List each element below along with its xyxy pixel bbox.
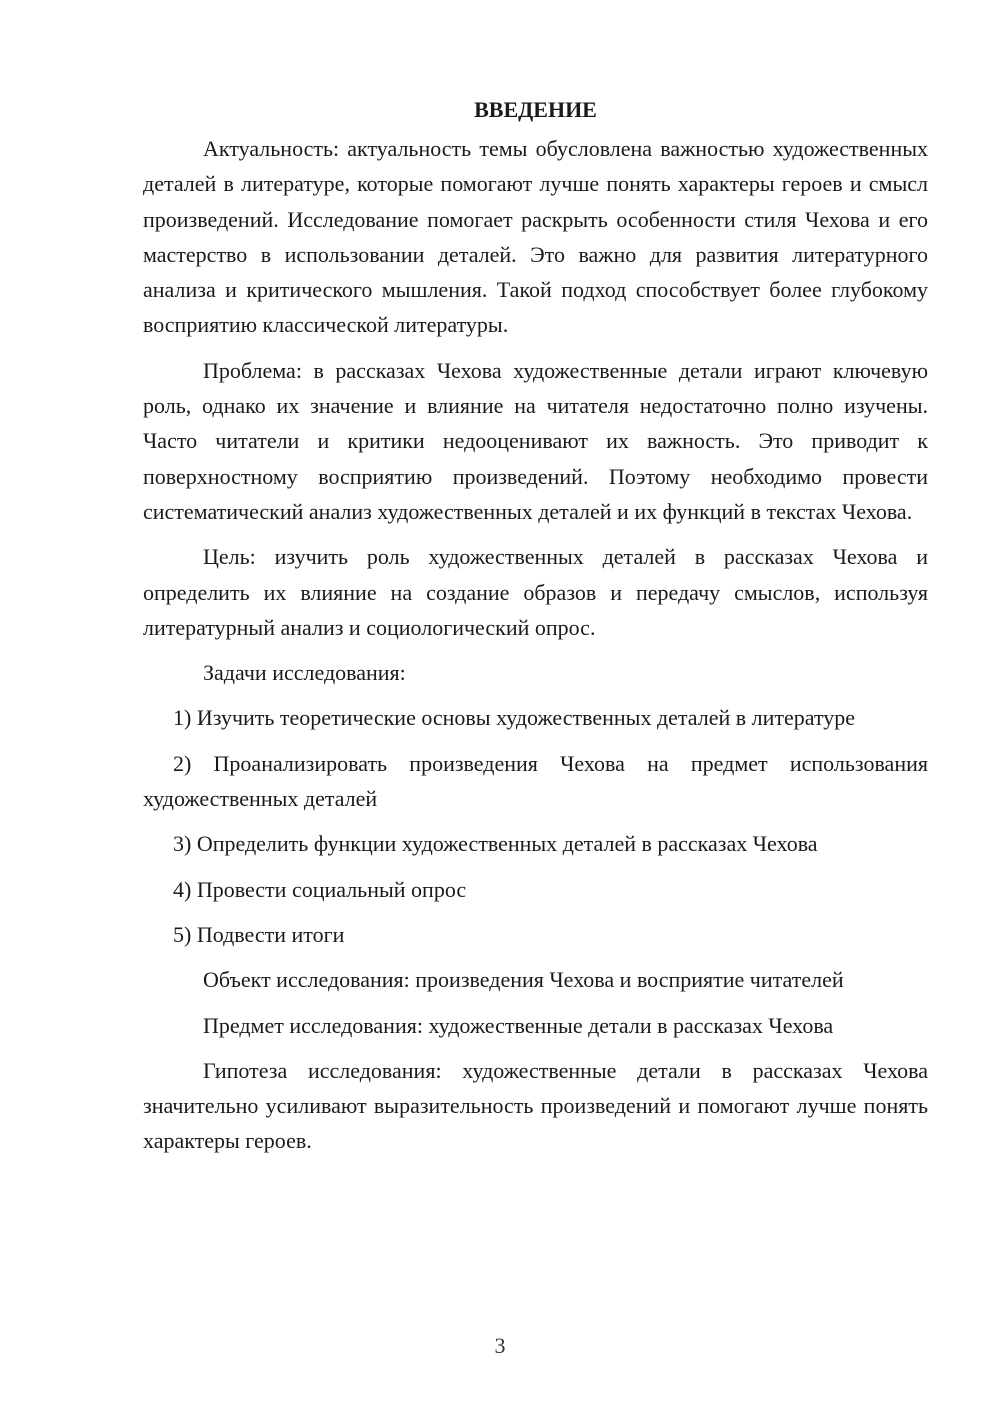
tasks-title: Задачи исследования: <box>203 660 406 686</box>
subject-line: Предмет исследования: художественные детали в рассказах Чехова <box>203 1012 834 1038</box>
relevance-paragraph: Актуальность: актуальность темы обусловлена важностью художественных деталей в литературе, которые помогают лучше понять характеры героев и смысл произведений. Исследование помогает раскрыть особенности стиля Чехова и его мастерство в использовании деталей. Это важно для развития литературного анализа и критического мышления. Такой подход способствует более глубокому восприятию классической литературы. <box>143 136 928 338</box>
page-number: 3 <box>494 1333 506 1358</box>
problem-paragraph: Проблема: в рассказах Чехова художественные детали играют ключевую роль, однако их значение и влияние на читателя недостаточно полно изучены. Часто читатели и критики недооценивают их важность. Это приводит к поверхностному восприятию произведений. Поэтому необходимо провести систематический анализ художественных деталей и их функций в текстах Чехова. <box>143 357 928 524</box>
task-item-4: 4) Провести социальный опрос <box>173 876 467 902</box>
task-item-1: 1) Изучить теоретические основы художественных деталей в литературе <box>173 705 856 731</box>
object-line: Объект исследования: произведения Чехова и восприятие читателей <box>203 967 844 993</box>
document-body <box>143 92 928 1169</box>
goal-paragraph: Цель: изучить роль художественных деталей в рассказах Чехова и определить их влияние на создание образов и передачу смыслов, используя литературный анализ и социологический опрос. <box>143 544 928 640</box>
hypothesis-paragraph: Гипотеза исследования: художественные детали в рассказах Чехова значительно усиливают выразительность произведений и помогают лучше понять характеры героев. <box>143 1057 928 1154</box>
task-item-3: 3) Определить функции художественных деталей в рассказах Чехова <box>173 831 818 857</box>
page-title: ВВЕДЕНИЕ <box>474 97 597 122</box>
task-item-5: 5) Подвести итоги <box>173 921 345 947</box>
task-item-2: 2) Проанализировать произведения Чехова на предмет использования художественных деталей <box>143 750 928 812</box>
